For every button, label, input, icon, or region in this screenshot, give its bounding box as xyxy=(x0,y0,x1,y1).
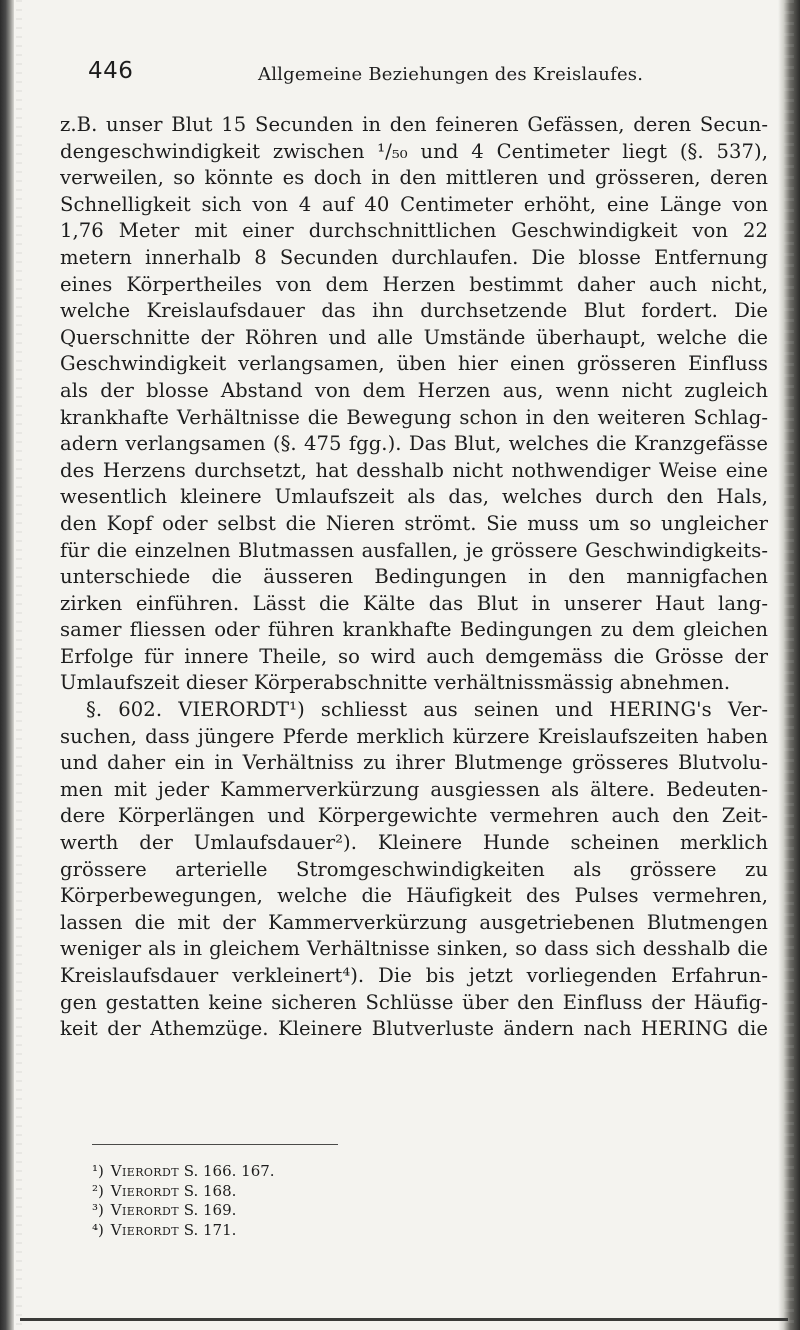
section-602-start: §. 602. VIERORDT¹) schliesst aus seinen und HERING's Ver- xyxy=(86,698,768,722)
text-line: wesentlich kleinere Umlaufszeit als das, welches durch den Hals, xyxy=(60,485,768,509)
page-bottom-edge xyxy=(20,1318,788,1321)
text-line: adern verlangsamen (§. 475 fgg.). Das Blut, welches die Kranzgefässe xyxy=(60,432,768,456)
text-line: Querschnitte der Röhren und alle Umstände überhaupt, welche die xyxy=(60,325,768,349)
text-line: als der blosse Abstand von dem Herzen aus, wenn nicht zugleich xyxy=(60,378,768,402)
page-edge-texture xyxy=(784,0,794,1330)
text-line: werth der Umlaufsdauer²). Kleinere Hunde scheinen merklich xyxy=(60,831,768,855)
text-line: Umlaufszeit dieser Körperabschnitte verhältnissmässig abnehmen. xyxy=(60,671,731,695)
text-line: unterschiede die äusseren Bedingungen in den mannigfachen xyxy=(60,565,768,589)
text-line: für die einzelnen Blutmassen ausfallen, je grössere Geschwindigkeits- xyxy=(60,538,768,562)
page-number: 446 xyxy=(88,58,134,84)
text-line: Schnelligkeit sich von 4 auf 40 Centimeter erhöht, eine Länge von xyxy=(60,192,768,216)
text-line: Körperbewegungen, welche die Häufigkeit des Pulses vermehren, xyxy=(60,884,768,908)
footnotes xyxy=(92,1162,492,1240)
text-line: Geschwindigkeit verlangsamen, üben hier einen grösseren Einfluss xyxy=(60,352,768,376)
text-line: welche Kreislaufsdauer das ihn durchsetzende Blut fordert. Die xyxy=(60,299,768,323)
text-line: gen gestatten keine sicheren Schlüsse über den Einfluss der Häufig- xyxy=(60,990,768,1014)
text-line: lassen die mit der Kammerverkürzung ausgetriebenen Blutmengen xyxy=(60,910,768,934)
text-line: 1,76 Meter mit einer durchschnittlichen Geschwindigkeit von 22 xyxy=(60,219,768,243)
text-line: suchen, dass jüngere Pferde merklich kürzere Kreislaufszeiten haben xyxy=(60,724,768,748)
footnote: ³) Vierordt S. 169. xyxy=(92,1201,237,1219)
text-line: krankhafte Verhältnisse die Bewegung schon in den weiteren Schlag- xyxy=(60,405,768,429)
text-line: Erfolge für innere Theile, so wird auch demgemäss die Grösse der xyxy=(60,644,768,668)
text-line: dere Körperlängen und Körpergewichte vermehren auch den Zeit- xyxy=(60,804,768,828)
text-line: des Herzens durchsetzt, hat desshalb nicht nothwendiger Weise eine xyxy=(60,458,768,482)
footnote: ¹) Vierordt S. 166. 167. xyxy=(92,1162,275,1180)
text-line: den Kopf oder selbst die Nieren strömt. Sie muss um so ungleicher xyxy=(60,511,768,535)
text-line: men mit jeder Kammerverkürzung ausgiessen als ältere. Bedeuten- xyxy=(60,777,768,801)
text-line: metern innerhalb 8 Secunden durchlaufen. Die blosse Entfernung xyxy=(60,245,768,269)
text-line: Kreislaufsdauer verkleinert⁴). Die bis jetzt vorliegenden Erfahrun- xyxy=(60,964,768,987)
text-line: eines Körpertheiles von dem Herzen bestimmt daher auch nicht, xyxy=(60,272,768,296)
page-header xyxy=(88,58,768,88)
footnote-divider xyxy=(92,1144,338,1145)
text-line: z.B. unser Blut 15 Secunden in den feineren Gefässen, deren Secun- xyxy=(60,113,768,136)
binding-texture xyxy=(16,0,22,1330)
text-line: keit der Athemzüge. Kleinere Blutverluste ändern nach HERING die xyxy=(60,1017,768,1041)
text-line: zirken einführen. Lässt die Kälte das Blut in unserer Haut lang- xyxy=(60,591,768,615)
text-line: weniger als in gleichem Verhältnisse sinken, so dass sich desshalb die xyxy=(60,937,768,961)
text-line: grössere arterielle Stromgeschwindigkeiten als grössere zu xyxy=(60,857,768,881)
footnote: ⁴) Vierordt S. 171. xyxy=(92,1220,237,1239)
body-text xyxy=(60,112,768,1043)
running-head: Allgemeine Beziehungen des Kreislaufes. xyxy=(258,64,644,85)
text-line: dengeschwindigkeit zwischen ¹/₅₀ und 4 Centimeter liegt (§. 537), xyxy=(60,139,768,163)
text-line: verweilen, so könnte es doch in den mittleren und grösseren, deren xyxy=(60,166,768,190)
text-line: und daher ein in Verhältniss zu ihrer Blutmenge grösseres Blutvolu- xyxy=(60,751,768,775)
footnote: ²) Vierordt S. 168. xyxy=(92,1181,237,1200)
page-binding-edge xyxy=(0,0,14,1330)
text-line: samer fliessen oder führen krankhafte Bedingungen zu dem gleichen xyxy=(60,618,768,642)
